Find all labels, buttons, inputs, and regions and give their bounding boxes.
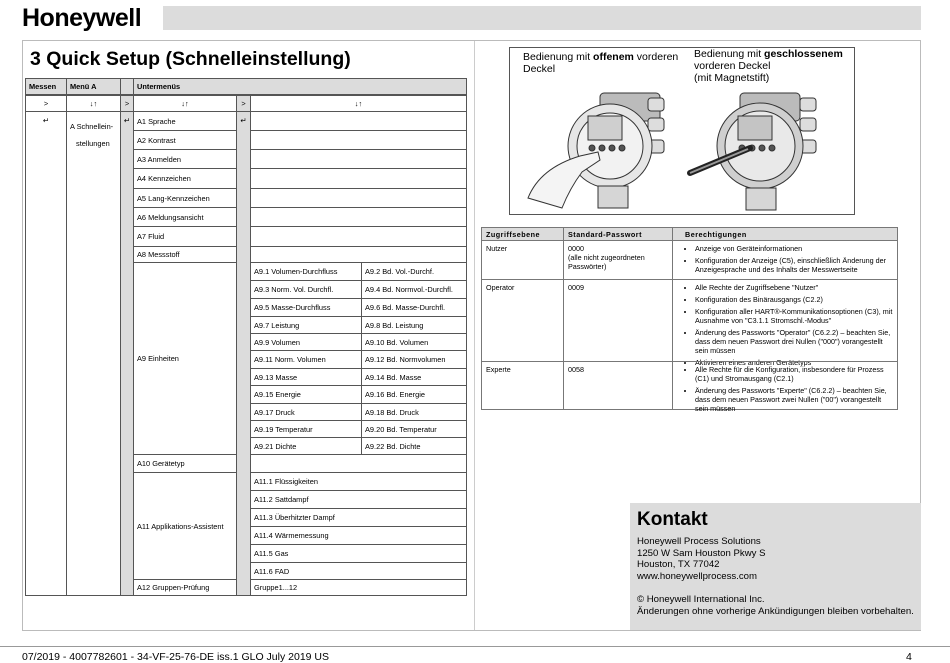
menu-item-a3[interactable]: A3 Anmelden — [133, 149, 237, 169]
submenu-a9-item[interactable]: A9.22 Bd. Dichte — [361, 437, 467, 456]
caption-text: Bedienung mit — [523, 51, 594, 63]
right-item: • Alle Rechte der Zugriffsebene "Nutzer" — [695, 283, 893, 292]
transmitter-open-cover — [528, 93, 664, 208]
contact-city: Houston, TX 77042 — [637, 559, 720, 570]
contact-company: Honeywell Process Solutions — [637, 536, 761, 547]
empty-cell — [250, 168, 467, 189]
contact-details — [637, 536, 914, 617]
empty-cell — [250, 130, 467, 150]
password-experte: 0058 — [563, 361, 673, 410]
menu-item-a7[interactable]: A7 Fluid — [133, 226, 237, 247]
menu-item-a2[interactable]: A2 Kontrast — [133, 130, 237, 150]
empty-cell — [250, 111, 467, 131]
caption-text: Deckel — [523, 63, 556, 75]
right-item: • Änderung des Passworts "Operator" (C6.2.2) – beachten Sie, dass dem neuen Passwort drei Nullen ("000") vorangestellt sein müssen — [695, 328, 893, 355]
submenu-a9-item[interactable]: A9.11 Norm. Volumen — [250, 350, 362, 369]
transmitter-closed-cover — [690, 93, 816, 210]
caption-text: Bedienung mit — [694, 48, 765, 60]
honeywell-logo: Honeywell — [22, 4, 142, 32]
contact-box — [630, 503, 921, 630]
nav-right-symbol: > — [236, 95, 251, 112]
messen-enter-column — [25, 111, 67, 596]
column-divider — [474, 41, 475, 630]
page-number: 4 — [906, 651, 912, 663]
submenu-a11-item[interactable]: A11.5 Gas — [250, 544, 467, 563]
submenu-a9-item[interactable]: A9.9 Volumen — [250, 333, 362, 351]
menu-item-a9[interactable]: A9 Einheiten — [133, 262, 237, 455]
menu-item-a11[interactable]: A11 Applikations-Assistent — [133, 472, 237, 580]
submenu-a9-item[interactable]: A9.6 Bd. Masse-Durchfl. — [361, 298, 467, 317]
submenu-a11-item[interactable]: A11.6 FAD — [250, 562, 467, 581]
caption-text: (mit Magnetstift) — [694, 72, 770, 84]
submenu-a9-item[interactable]: A9.4 Bd. Normvol.-Durchfl. — [361, 280, 467, 299]
nav-updown-symbol: ↓↑ — [66, 95, 121, 112]
submenu-a9-item[interactable]: A9.7 Leistung — [250, 316, 362, 334]
menu-item-a4[interactable]: A4 Kennzeichen — [133, 168, 237, 189]
submenu-a9-item[interactable]: A9.19 Temperatur — [250, 420, 362, 438]
footer-divider — [0, 646, 950, 647]
submenu-a9-item[interactable]: A9.5 Masse-Durchfluss — [250, 298, 362, 317]
col-header-default-password: Standard-Passwort — [563, 227, 673, 241]
right-item: • Konfiguration des Binärausgangs (C2.2) — [695, 295, 893, 304]
col-header-access-level: Zugriffsebene — [481, 227, 564, 241]
nav-updown-symbol: ↓↑ — [133, 95, 237, 112]
access-level-nutzer: Nutzer — [481, 240, 564, 280]
enter-icon: ↵ — [42, 116, 50, 125]
submenu-a9-item[interactable]: A9.12 Bd. Normvolumen — [361, 350, 467, 369]
password-operator: 0009 — [563, 279, 673, 362]
menu-a-group — [66, 111, 121, 596]
submenu-a9-item[interactable]: A9.13 Masse — [250, 368, 362, 386]
password-nutzer — [563, 240, 673, 280]
submenu-a9-item[interactable]: A9.14 Bd. Masse — [361, 368, 467, 386]
password-note: (alle nicht zugeordneten Passwörter) — [568, 253, 645, 271]
menu-item-a10[interactable]: A10 Gerätetyp — [133, 454, 237, 473]
rights-operator — [672, 279, 898, 367]
right-item: • Änderung des Passworts "Experte" (C6.2.2) – beachten Sie, dass dem neuen Passwort zwei Nullen ("00") vorangestellt sein müssen — [695, 386, 893, 413]
submenu-a11-item[interactable]: A11.2 Sattdampf — [250, 490, 467, 509]
caption-bold: geschlossenem — [764, 48, 843, 60]
submenu-a11-item[interactable]: A11.1 Flüssigkeiten — [250, 472, 467, 491]
menu-a-label-line2: stellungen — [76, 139, 110, 148]
contact-title: Kontakt — [637, 509, 708, 530]
empty-cell — [250, 188, 467, 208]
rights-nutzer — [672, 240, 898, 280]
right-item: • Anzeige von Geräteinformationen — [695, 244, 893, 253]
caption-text: vorderen Deckel — [694, 60, 771, 72]
access-level-operator: Operator — [481, 279, 564, 362]
col-header-menu-a: Menü A — [66, 78, 121, 95]
submenu-a9-item[interactable]: A9.2 Bd. Vol.-Durchf. — [361, 262, 467, 281]
submenu-a9-item[interactable]: A9.20 Bd. Temperatur — [361, 420, 467, 438]
right-item: • Konfiguration aller HART®-Kommunikationsoptionen (C3), mit Ausnahme von "C3.1.1 Stromschl.-Modus" — [695, 307, 893, 325]
menu-item-a8[interactable]: A8 Messstoff — [133, 246, 237, 263]
menu-item-a1[interactable]: A1 Sprache — [133, 111, 237, 131]
contact-notice: Änderungen ohne vorherige Ankündigungen bleiben vorbehalten. — [637, 605, 914, 617]
transmitter-illustration — [510, 48, 854, 214]
enter-column — [236, 111, 251, 596]
caption-bold: offenem — [593, 51, 634, 63]
submenu-a11-item[interactable]: A11.4 Wärmemessung — [250, 526, 467, 545]
empty-cell — [250, 149, 467, 169]
submenu-a9-item[interactable]: A9.10 Bd. Volumen — [361, 333, 467, 351]
menu-a-label-line1: A Schnellein- — [70, 122, 114, 131]
operation-figure — [509, 47, 855, 215]
submenu-a9-item[interactable]: A9.8 Bd. Leistung — [361, 316, 467, 334]
right-item: • Konfiguration der Anzeige (C5), einschließlich Änderung der Anzeigesprache und des Inhalts der Messwertseite — [695, 256, 893, 274]
contact-website-link[interactable]: www.honeywellprocess.com — [637, 570, 757, 582]
submenu-a11-item[interactable]: A11.3 Überhitzter Dampf — [250, 508, 467, 527]
empty-cell — [250, 454, 467, 473]
rights-experte — [672, 361, 898, 413]
menu-item-a6[interactable]: A6 Meldungsansicht — [133, 207, 237, 227]
enter-icon: ↵ — [240, 116, 247, 125]
col-header-untermenues: Untermenüs — [133, 78, 467, 95]
submenu-a9-item[interactable]: A9.3 Norm. Vol. Durchfl. — [250, 280, 362, 299]
right-item: • Alle Rechte für die Konfiguration, insbesondere für Prozess (C1) und Stromausgang (C2.1) — [695, 365, 893, 383]
empty-cell — [250, 207, 467, 227]
submenu-a9-item[interactable]: A9.21 Dichte — [250, 437, 362, 456]
empty-cell — [250, 246, 467, 263]
col-header-spacer — [120, 78, 134, 95]
nav-right-symbol: > — [25, 95, 67, 112]
nav-updown-symbol: ↓↑ — [250, 95, 467, 112]
submenu-a9-item[interactable]: A9.15 Energie — [250, 385, 362, 404]
col-header-messen: Messen — [25, 78, 67, 95]
right-item: • Aktivieren eines anderen Gerätetyps — [695, 358, 893, 367]
enter-icon: ↵ — [123, 116, 131, 125]
empty-cell — [250, 226, 467, 247]
enter-column — [120, 111, 134, 596]
caption-text: vorderen — [633, 51, 679, 63]
col-header-permissions: Berechtigungen — [672, 227, 898, 241]
access-level-experte: Experte — [481, 361, 564, 410]
submenu-a9-item[interactable]: A9.1 Volumen-Durchfluss — [250, 262, 362, 281]
menu-item-a12[interactable]: A12 Gruppen-Prüfung — [133, 579, 237, 596]
submenu-a9-item[interactable]: A9.16 Bd. Energie — [361, 385, 467, 404]
nav-right-symbol: > — [120, 95, 134, 112]
contact-street: 1250 W Sam Houston Pkwy S — [637, 547, 766, 559]
submenu-a9-item[interactable]: A9.18 Bd. Druck — [361, 403, 467, 421]
submenu-a12-groups[interactable]: Gruppe1...12 — [250, 579, 467, 596]
menu-item-a5[interactable]: A5 Lang-Kennzeichen — [133, 188, 237, 208]
password-value: 0000 — [568, 244, 584, 253]
page-title: 3 Quick Setup (Schnelleinstellung) — [30, 48, 351, 70]
footer-document-id: 07/2019 - 4007782601 - 34-VF-25-76-DE iss.1 GLO July 2019 US — [22, 651, 330, 663]
header-bar — [163, 6, 921, 30]
contact-copyright: © Honeywell International Inc. — [637, 594, 765, 605]
submenu-a9-item[interactable]: A9.17 Druck — [250, 403, 362, 421]
